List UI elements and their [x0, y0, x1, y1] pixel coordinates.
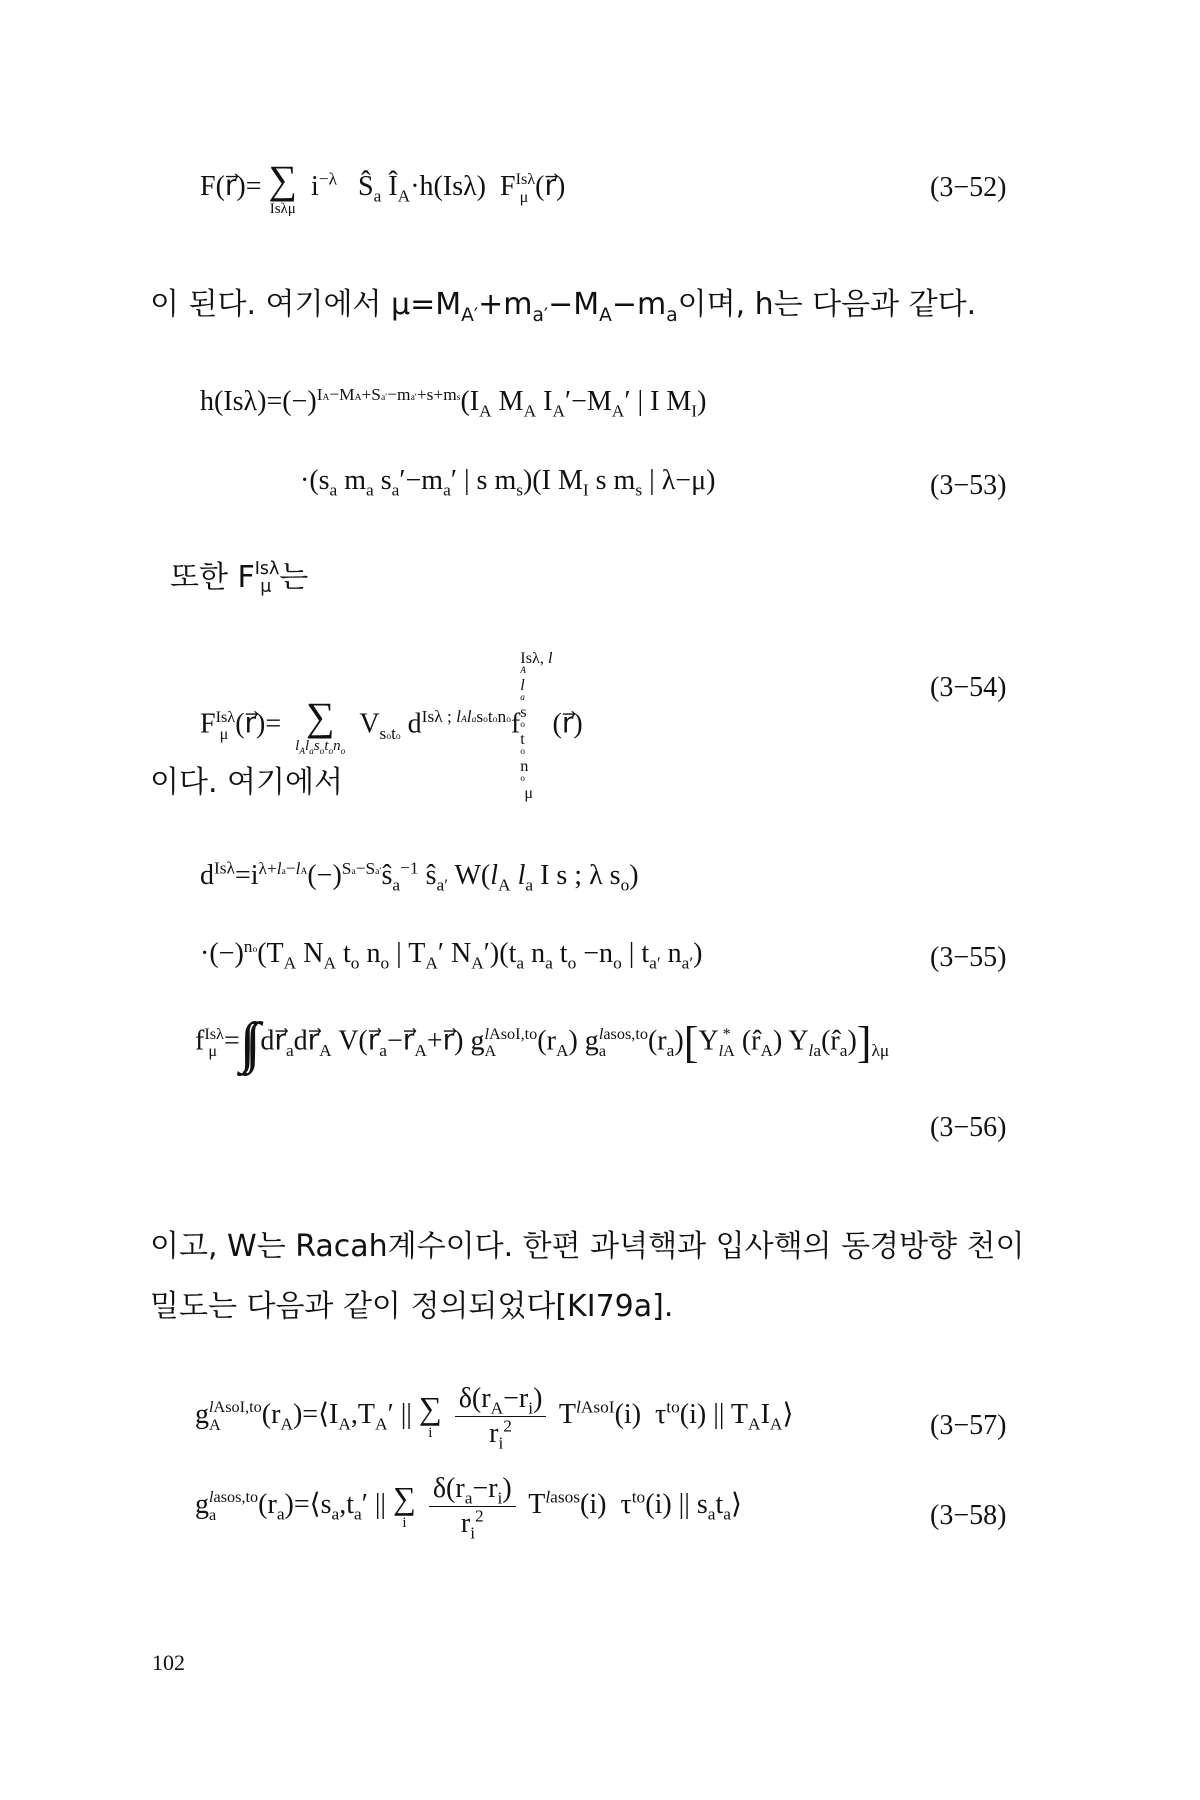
equation-number-3-54: (3−54)	[930, 672, 1007, 703]
equation-3-53-line2: $\cdot(s_a$ $m_a$ $s_a'-m_a'$ | s $m_s)(I$ $M_I$ s $m_s$ | λ−μ)	[300, 465, 716, 500]
equation-number-3-58: (3−58)	[930, 1500, 1007, 1531]
page-number: 102	[152, 1650, 185, 1675]
equation-3-54: F Isλ μ (r⃗)= ∑ $l_Al_as_ot_on_o$ $V_{soto}$ $d^{Is\lambda ; lAlasotono}f$ Isλ, l A l a s o t o n o μ (r⃗)	[200, 649, 583, 802]
summation-symbol: ∑ Isλμ	[268, 157, 298, 217]
equation-number-3-57: (3−57)	[930, 1410, 1007, 1441]
equation-3-55-line1: $d^{Is\lambda}=i^{\lambda+la-lA}(-)^{Sa-Sa'}ŝ_a^{-1}$ $ŝ_{a'}$ $W(l_A$ $l_a$ I s ; λ $s_o$)	[200, 858, 639, 895]
summation-symbol: ∑ i	[393, 1480, 416, 1531]
paragraph-3: 이다. 여기에서	[150, 765, 343, 800]
equation-3-56: f Isλ μ =∫∫ $dr⃗_adr⃗_A$ $V(r⃗_a-r⃗_A+r⃗)$ g lAsoI,to A $(r_A)$ g lasos,to a $(r_a)[Y$ * lA $(r̂_A)$ $Y_{la}(r̂_a)]_{\lambda\mu}$	[195, 1012, 890, 1074]
equation-3-53-line1: $h(Is\lambda)=(-)^{IA-MA+Sa'-ma'+s+ms}(I_A$ $M_A$ $I_A'-M_A'$ | I $M_I$)	[200, 384, 707, 421]
equation-number-3-55: (3−55)	[930, 942, 1007, 973]
equation-number-3-53: (3−53)	[930, 470, 1007, 501]
equation-number-3-52: (3−52)	[930, 172, 1007, 203]
equation-3-58: g lasos,to a $(r_a)=⟨s_a,t_a'$ || ∑ i $\frac{\delta(r_a-r_i)}{r_i^2}$ $T^{lasos}(i)$ $\tau^{to}(i)$ || $s_at_a⟩$	[195, 1473, 742, 1543]
fraction: $\frac{\delta(r_a-r_i)}{r_i^2}$	[429, 1475, 516, 1538]
summation-symbol: ∑ i	[418, 1390, 442, 1441]
paragraph-2: 또한 F Isλ μ 는	[170, 559, 309, 598]
summation-symbol: ∑ $l_Al_as_ot_on_o$	[295, 694, 346, 758]
equation-3-55-line2: $\cdot(-)^{no}(T_A$ $N_A$ $t_o$ $n_o$ | $T_A'$ $N_A')(t_a$ $n_a$ $t_o -n_o$ | $t_{a'}$ $n_{a'}$)	[200, 936, 703, 973]
paragraph-1: 이 된다. 여기에서 $\mu=M_{A'}+m_{a'}-M_A-m_a$이며, h는 다음과 같다.	[150, 287, 977, 326]
equation-number-3-56: (3−56)	[930, 1112, 1007, 1143]
equation-3-57: g lAsoI,to A $(r_A)=⟨I_A,T_A'$ || ∑ i $\frac{\delta(r_A-r_i)}{r_i^2}$ $T^{lAsoI}(i)$ $\tau^{to}(i)$ || $T_AI_A⟩$	[195, 1383, 794, 1453]
fraction: $\frac{\delta(r_A-r_i)}{r_i^2}$	[455, 1385, 547, 1448]
paragraph-4-line-1: 이고, W는 Racah계수이다. 한편 과녁핵과 입사핵의 동경방향 천이	[150, 1229, 1025, 1264]
paragraph-4-line-2: 밀도는 다음과 같이 정의되었다[KI79a].	[150, 1289, 674, 1324]
equation-3-52: F(r⃗)= ∑ Isλμ $i^{-\lambda}$ $Ŝ_a$ $Î_A\cdot h(Is\lambda)$ F Isλ μ (r⃗)	[200, 157, 566, 217]
